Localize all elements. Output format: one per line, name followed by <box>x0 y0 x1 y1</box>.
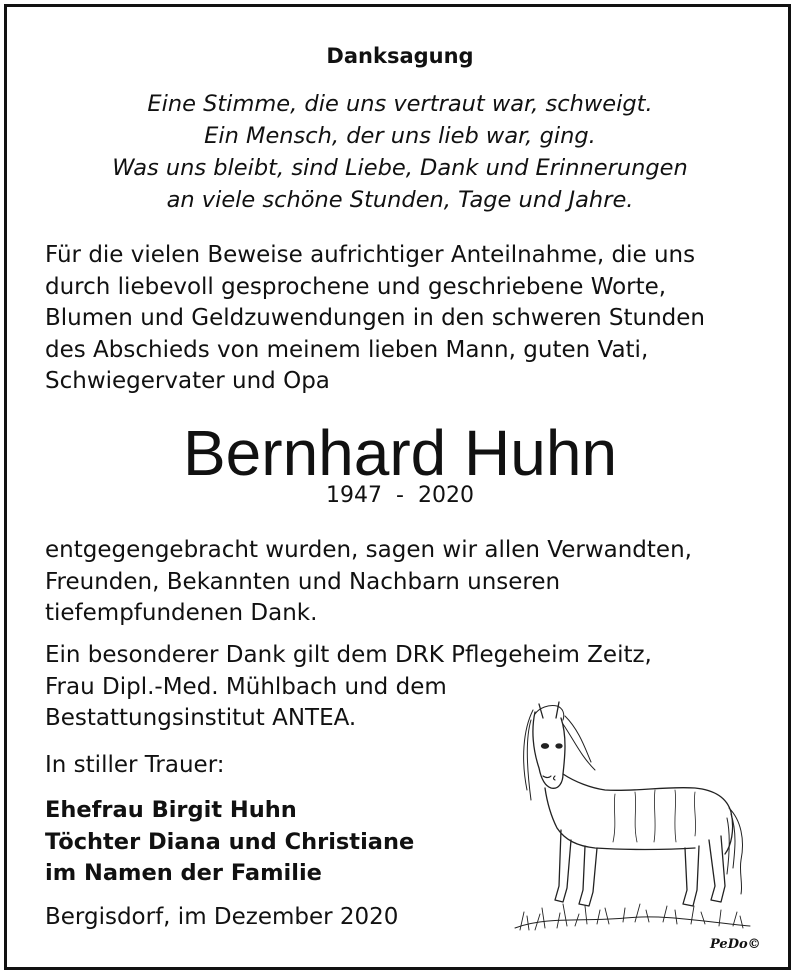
thanks-paragraph <box>45 535 745 630</box>
text-line: Blumen und Geldzuwendungen in den schweren Stunden <box>45 305 705 331</box>
signer-line: Ehefrau Birgit Huhn <box>45 797 297 823</box>
poem-line: Ein Mensch, der uns lieb war, ging. <box>204 123 596 149</box>
poem-line: Was uns bleibt, sind Liebe, Dank und Erinnerungen <box>112 155 688 181</box>
deceased-name: Bernhard Huhn <box>182 417 618 489</box>
notice-heading: Danksagung <box>326 44 474 68</box>
text-line: Bestattungsinstitut ANTEA. <box>45 705 357 731</box>
life-dates: 1947 - 2020 <box>326 483 474 508</box>
memorial-poem <box>0 88 800 216</box>
signer-line: im Namen der Familie <box>45 860 322 886</box>
signer-line: Töchter Diana und Christiane <box>45 828 415 855</box>
text-line: Freunden, Bekannten und Nachbarn unseren <box>45 568 561 595</box>
text-line: Schwiegervater und Opa <box>45 368 330 394</box>
mourning-line: In stiller Trauer: <box>45 752 225 778</box>
signers-block <box>45 795 414 890</box>
text-line: Frau Dipl.-Med. Mühlbach und dem <box>45 673 447 700</box>
text-line: tiefempfundenen Dank. <box>45 600 318 626</box>
text-line: Ein besonderer Dank gilt dem DRK Pflegeheim Zeitz, <box>45 642 652 668</box>
poem-line: an viele schöne Stunden, Tage und Jahre. <box>166 187 634 213</box>
intro-paragraph <box>45 240 745 398</box>
text-line: entgegengebracht wurden, sagen wir allen Verwandten, <box>45 537 692 563</box>
artist-signature: PeDo© <box>710 937 761 952</box>
text-line: Für die vielen Beweise aufrichtiger Anteilnahme, die uns <box>45 242 696 268</box>
text-line: durch liebevoll gesprochene und geschriebene Worte, <box>45 273 667 300</box>
poem-line: Eine Stimme, die uns vertraut war, schweigt. <box>147 91 653 117</box>
place-date: Bergisdorf, im Dezember 2020 <box>45 904 399 930</box>
text-line: des Abschieds von meinem lieben Mann, guten Vati, <box>45 336 649 363</box>
horse-illustration <box>505 690 755 940</box>
